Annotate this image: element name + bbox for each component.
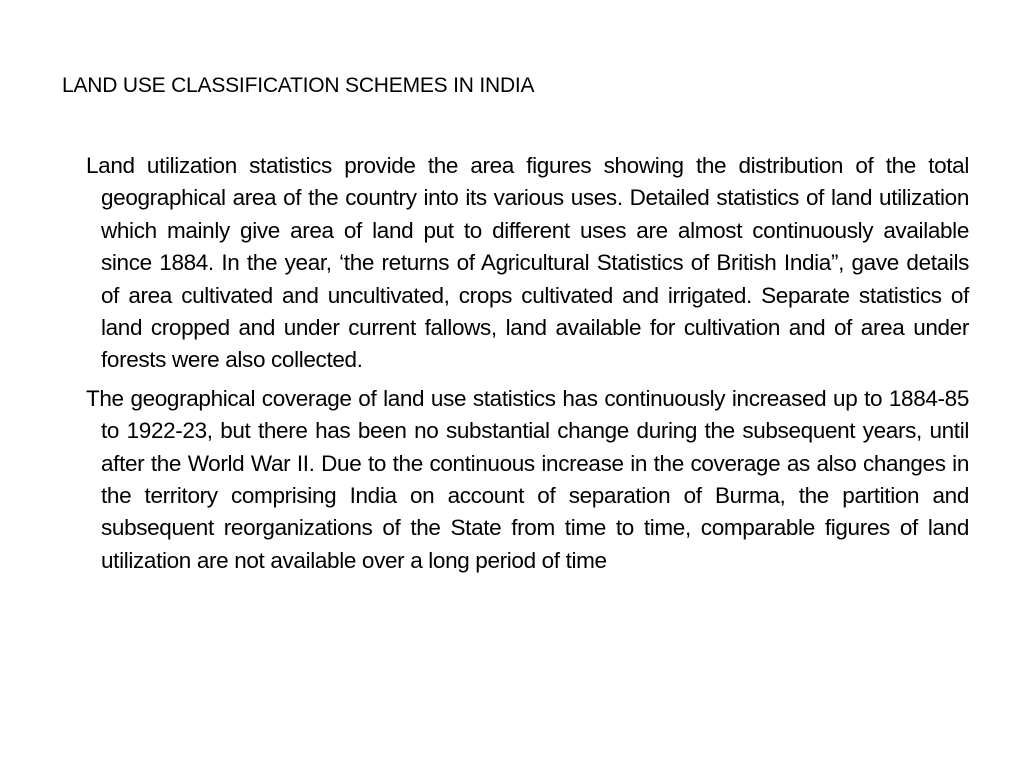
slide-body (86, 150, 969, 583)
body-paragraph-geographical-coverage: The geographical coverage of land use statistics has continuously increased up to 1884-85 to 1922-23, but there has been no substantial change during the subsequent years, until after the World War II. Due to the continuous increase in the coverage as also changes in the territory comprising India on account of separation of Burma, the partition and subsequent reorganizations of the State from time to time, comparable figures of land utilization are not available over a long period of time (86, 385, 969, 573)
slide-title: LAND USE CLASSIFICATION SCHEMES IN INDIA (62, 74, 535, 97)
body-paragraph-land-utilization: Land utilization statistics provide the area figures showing the distribution of the total geographical area of the country into its various uses. Detailed statistics of land utilization which mainly give area of land put to different uses are almost continuously available since 1884. In the year, ‘the returns of Agricultural Statistics of British India”, gave details of area cultivated and uncultivated, crops cultivated and irrigated. Separate statistics of land cropped and under current fallows, land available for cultivation and of area under forests were also collected. (86, 153, 969, 373)
